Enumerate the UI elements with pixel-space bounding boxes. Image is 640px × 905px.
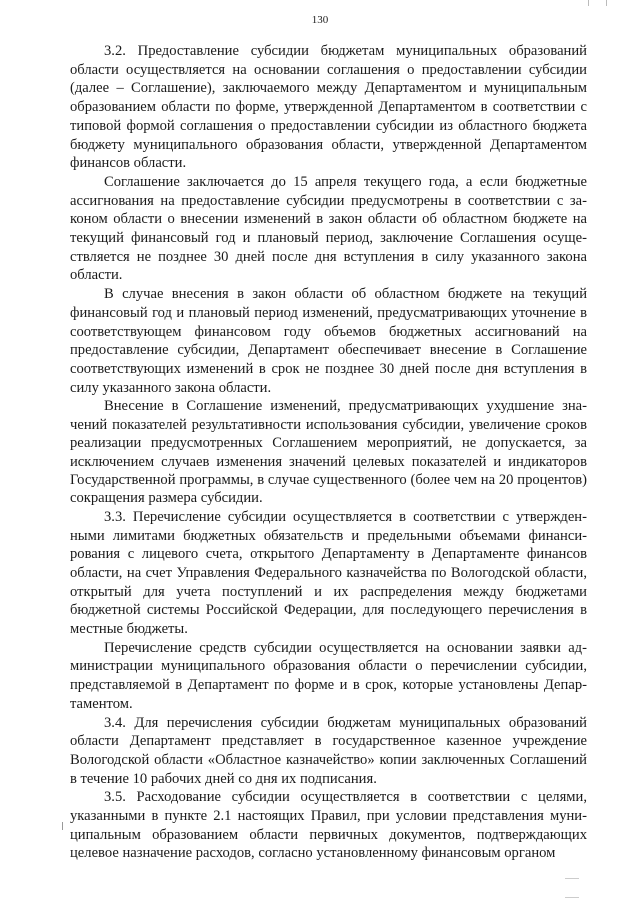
paragraph-agreement-changes: Внесение в Соглашение изменений, предусматривающих ухудшение значений показателей результативности использования субсидии, увеличение сроков реализации предусмотренных Соглашением мероприятий, не допускается, за исключением случаев изменения значений целевых показателей и индикаторов Государственной программы, в случае существенного (более чем на 20 процентов) сокращения размера субсидии. xyxy=(70,398,587,507)
scan-corner-mark xyxy=(582,0,622,10)
paragraph-3-2: 3.2. Предоставление субсидии бюджетам муниципальных образований области осуществляется на основании соглашения о предоставлении субсидии (далее – Соглашение), заключаемого между Департаментом и муниципальным образованием области по форме, утвержденной Департаментом в соответствии с типовой формой соглашения о предоставлении субсидии из областного бюджета бюджету муниципального образования области, утвержденной Департаментом финансов области. xyxy=(70,43,587,172)
document-body xyxy=(70,42,587,863)
paragraph-3-3: 3.3. Перечисление субсидии осуществляется в соответствии с утвержденными лимитами бюджетных обязательств и предельными объемами финансирования с лицевого счета, открытого Департаменту в Департаменте финансов области, на счет Управления Федерального казначейства по Вологодской области, открытый для учета поступлений и их распределения между бюджетами бюджетной системы Российской Федерации, для последующего перечисления в местные бюджеты. xyxy=(70,508,587,638)
paragraph-law-amendments: В случае внесения в закон области об областном бюджете на текущий финансовый год и плановый период изменений, предусматривающих уточнение в соответствующем финансовом году объемов бюджетных ассигнований на предоставление субсидии, Департамент обеспечивает внесение в Соглашение соответствующих изменений в срок не позднее 30 дней после дня вступления в силу указанного закона области. xyxy=(70,286,587,396)
scan-edge-mark xyxy=(565,878,579,879)
page-number: 130 xyxy=(311,14,329,26)
paragraph-transfer-request: Перечисление средств субсидии осуществляется на основании заявки администрации муниципального образования области о перечислении субсидии, представляемой в Департамент по форме и в срок, которые установлены Департаментом. xyxy=(70,639,587,712)
scan-edge-mark xyxy=(565,897,579,898)
paragraph-3-4: 3.4. Для перечисления субсидии бюджетам муниципальных образований области Департамент представляет в государственное казенное учреждение Вологодской области «Областное казначейство» копии заключенных Соглашений в течение 10 рабочих дней со дня их подписания. xyxy=(70,714,587,787)
scan-margin-tick xyxy=(62,822,63,830)
paragraph-3-5: 3.5. Расходование субсидии осуществляется в соответствии с целями, указанными в пункте 2.1 настоящих Правил, при условии представления муниципальным образованием области первичных документов, подтверждающих целевое назначение расходов, согласно установленному финансовым органом xyxy=(70,789,587,862)
paragraph-agreement-deadline: Соглашение заключается до 15 апреля текущего года, а если бюджетные ассигнования на предоставление субсидии предусмотрены в соответствии с законом области о внесении изменений в закон области об областном бюджете на текущий финансовый год и плановый период, заключение Соглашения осуществляется не позднее 30 дней после дня вступления в силу указанного закона области. xyxy=(70,173,587,284)
